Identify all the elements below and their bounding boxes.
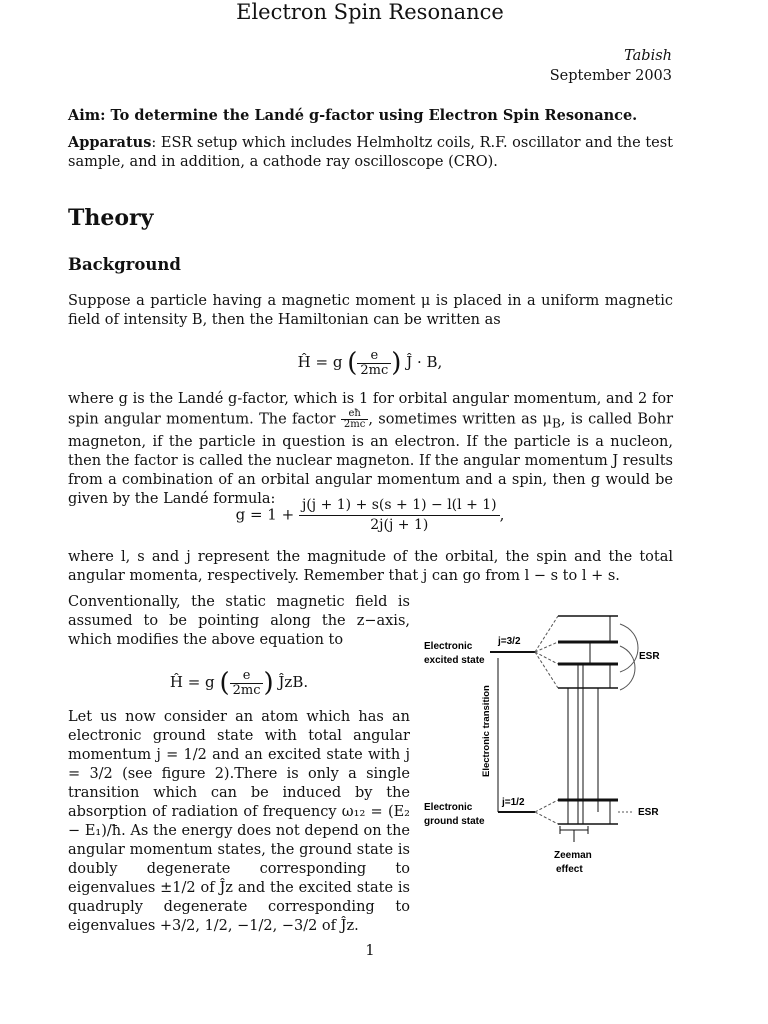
author-name: Tabish [624, 48, 672, 64]
ground-state-label-line1: Electronic [424, 802, 473, 813]
ground-split-guide-1 [535, 800, 558, 812]
equation-lande-formula [0, 496, 740, 535]
excited-state-label-line1: Electronic [424, 641, 473, 652]
eq1-denominator: 2mc [360, 362, 389, 378]
j-ground-label: j=1/2 [502, 797, 525, 808]
ground-state-label-line2: ground state [424, 816, 485, 827]
bohr-factor-fraction [341, 409, 368, 430]
eq2-left: g = 1 + [235, 505, 295, 524]
zeeman-label-line1: Zeeman [554, 850, 592, 861]
zeeman-label-line2: effect [556, 864, 583, 875]
equation-hamiltonian-z [68, 668, 410, 698]
eq1-right: Ĵ · B, [406, 353, 443, 371]
author-date: September 2003 [549, 68, 672, 84]
esr-bottom-label: ESR [638, 807, 659, 818]
paragraph-momenta-definition: where l, s and j represent the magnitude of the orbital, the spin and the total angular momenta, respectively. Remember that j can go from l − s to l + s. [68, 549, 673, 584]
ground-split-guide-2 [535, 812, 558, 824]
energy-level-diagram [418, 602, 678, 892]
paragraph-hamiltonian-intro: Suppose a particle having a magnetic moment μ is placed in a uniform magnetic field of intensity B, then the Hamiltonian can be written as [68, 293, 673, 328]
eq3-close-paren: ) [263, 668, 274, 698]
page-number: 1 [365, 943, 375, 959]
paragraph-lande-factor [68, 390, 673, 509]
eq1-left: Ĥ = g [297, 353, 343, 371]
p2-text-a: where g is the Landé g-factor, which is 1 for orbital angular momentum, and 2 for spin angular momentum. The factor [68, 391, 673, 428]
eq3-open-paren: ( [219, 668, 230, 698]
bohr-factor-denominator: 2mc [343, 419, 366, 430]
eq3-left: Ĥ = g [169, 673, 215, 691]
apparatus-label: Apparatus [68, 134, 152, 151]
subsection-heading-background: Background [68, 255, 181, 274]
apparatus-statement [68, 133, 673, 172]
paper-title: Electron Spin Resonance [236, 0, 504, 24]
section-heading-theory: Theory [68, 205, 154, 231]
mu-subscript: B [551, 416, 561, 431]
electronic-transition-label: Electronic transition [481, 685, 492, 777]
j-excited-label: j=3/2 [498, 636, 521, 647]
excited-state-label-line2: excited state [424, 655, 485, 666]
esr-top-label: ESR [639, 651, 660, 662]
eq2-numerator: j(j + 1) + s(s + 1) − l(l + 1) [299, 496, 500, 516]
apparatus-text: : ESR setup which includes Helmholtz coils, R.F. oscillator and the test sample, and in addition, a cathode ray oscilloscope (CRO). [68, 135, 674, 170]
eq3-numerator: e [230, 669, 264, 684]
paragraph-atom-states: Let us now consider an atom which has an electronic ground state with total angular momentum j = 1/2 and an excited state with j = 3/2 (see figure 2).There is only a single transition which can be induced by the absorption of radiation of frequency ω₁₂ = (E₂ − E₁)/ħ. As the energy does not depend on the angular momentum states, the ground state is doubly degenerate corresponding to eigenvalues ±1/2 of Ĵz and the excited state is quadruply degenerate corresponding to eigenvalues +3/2, 1/2, −1/2, −3/2 of Ĵz. [68, 709, 410, 934]
author-block [550, 46, 672, 86]
eq2-tail: , [499, 505, 505, 524]
equation-hamiltonian [0, 348, 740, 378]
p2-text-c: , is called Bohr magneton, if the particle in question is an electron. If the particle is a nucleon, then the factor is called the nuclear magneton. If the angular momentum J results from a combination of an orbital angular momentum and a spin, then g would be given by the Landé formula: [68, 411, 673, 508]
eq2-denominator: 2j(j + 1) [370, 517, 429, 533]
eq1-open-paren: ( [347, 348, 358, 378]
eq1-numerator: e [357, 349, 391, 364]
aim-statement: Aim: To determine the Landé g-factor using Electron Spin Resonance. [68, 107, 638, 124]
eq1-close-paren: ) [391, 348, 402, 378]
eq3-denominator: 2mc [232, 682, 261, 698]
eq3-right: ĴzB. [278, 673, 309, 691]
split-guide-4 [535, 652, 558, 688]
bohr-factor-numerator: eħ [341, 409, 368, 420]
eq3-fraction [230, 669, 264, 698]
eq2-fraction [299, 496, 500, 535]
p2-text-b: , sometimes written as μ [368, 411, 552, 428]
eq1-fraction [357, 349, 391, 378]
paragraph-z-axis: Conventionally, the static magnetic field is assumed to be pointing along the z−axis, which modifies the above equation to [68, 594, 410, 648]
